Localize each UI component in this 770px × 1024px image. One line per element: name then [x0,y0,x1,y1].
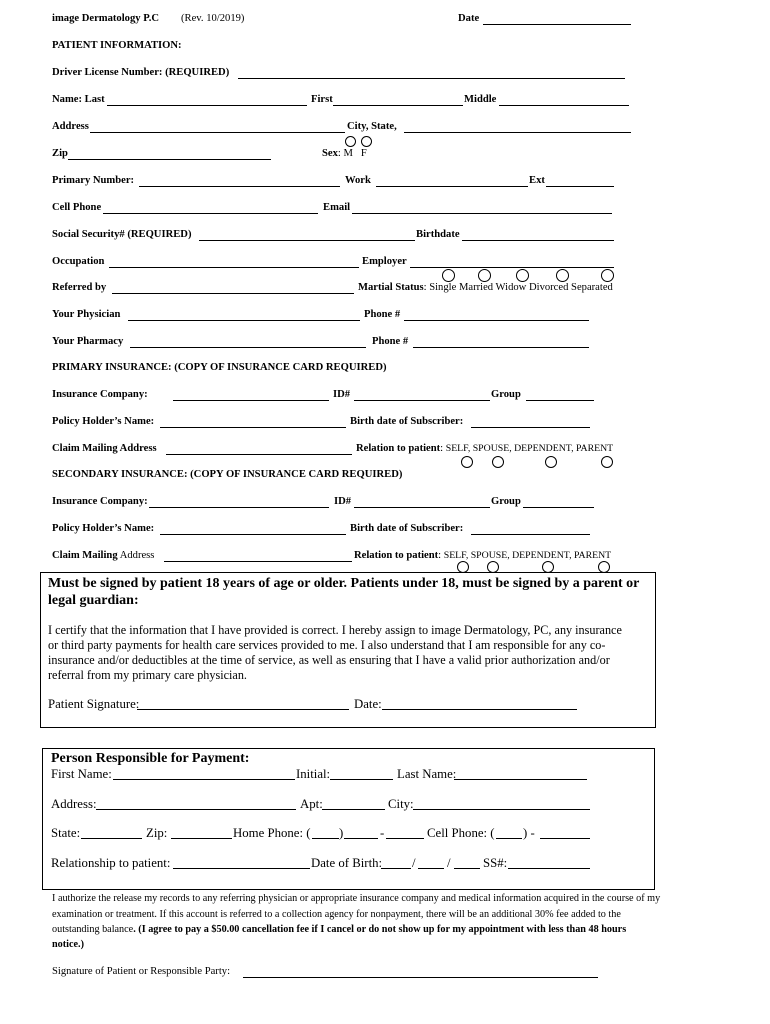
secondary-company-field[interactable] [149,507,329,508]
secondary-claim-label-regular: Address [119,550,155,561]
primary-relation-spouse-radio[interactable] [492,456,504,468]
secondary-relation-options: SELF, SPOUSE, DEPENDENT, PARENT [443,550,612,561]
certification-heading-line1: Must be signed by patient 18 years of age or older. Patients under 18, must be signed by a parent or [48,576,640,591]
primary-number-field[interactable] [139,186,340,187]
certification-body-line3: insurance and/or deductibles at the time of service, as well as ensuring that I have a valid prior authorization and/or [48,653,610,667]
city-state-label: City, State, [347,121,397,132]
authorization-line1: I authorize the release my records to any referring physician or appropriate insurance company and medical information acquired in the course of my [52,893,661,904]
address-label: Address [52,121,89,132]
resp-dob-year-field[interactable] [454,868,480,869]
practice-name: image Dermatology P.C [52,13,159,24]
authorization-line3-regular: outstanding balance [52,924,134,935]
primary-relation: Relation to patient: SELF, SPOUSE, DEPENDENT, PARENT [356,443,614,454]
marital-option-married: Married [458,282,494,293]
patient-signature-label: Patient Signature: [48,697,140,711]
resp-apt-label: Apt: [300,797,323,811]
occupation-label: Occupation [52,256,105,267]
marital-separated-radio[interactable] [601,269,614,282]
primary-subscriber-birth-label: Birth date of Subscriber: [350,416,464,427]
final-signature-field[interactable] [243,977,598,978]
physician-field[interactable] [128,320,360,321]
resp-cell-number-field[interactable] [540,838,590,839]
secondary-holder-label: Policy Holder’s Name: [52,523,155,534]
resp-dob-label: Date of Birth: [311,856,383,870]
work-label: Work [345,175,371,186]
resp-home-dash: - [380,826,385,840]
resp-dob-slash-2: / [447,856,451,870]
secondary-claim-label-bold: Claim Mailing [52,550,118,561]
final-signature-label: Signature of Patient or Responsible Party: [52,966,231,977]
occupation-field[interactable] [109,267,359,268]
primary-relation-label: Relation to patient [356,443,441,454]
first-name-label: First [311,94,333,105]
employer-label: Employer [362,256,407,267]
resp-cell-area-field[interactable] [496,838,522,839]
driver-license-label: Driver License Number: (REQUIRED) [52,67,230,78]
resp-home-phone-label: Home Phone: ( [233,826,311,840]
resp-initial-label: Initial: [296,767,331,781]
last-name-field[interactable] [107,105,307,106]
primary-company-field[interactable] [173,400,329,401]
resp-first-name-label: First Name: [51,767,112,781]
resp-dob-slash-1: / [412,856,416,870]
ext-label: Ext [529,175,545,186]
marital-divorced-radio[interactable] [556,269,569,282]
pharmacy-phone-field[interactable] [413,347,589,348]
primary-relation-dependent-radio[interactable] [545,456,557,468]
patient-signature-field[interactable] [137,709,349,710]
resp-zip-label: Zip: [146,826,168,840]
primary-claim-field[interactable] [166,454,352,455]
resp-apt-field[interactable] [322,809,385,810]
sex-label: Sex [322,148,338,159]
resp-cell-phone-label: Cell Phone: ( [427,826,495,840]
resp-address-field[interactable] [96,809,296,810]
primary-holder-label: Policy Holder’s Name: [52,416,155,427]
secondary-group-label: Group [491,496,521,507]
resp-cell-paren: ) - [523,826,535,840]
cell-phone-label: Cell Phone [52,202,102,213]
zip-label: Zip [52,148,68,159]
pharmacy-phone-label: Phone # [372,336,409,347]
marital-option-widow: Widow [495,282,527,293]
resp-dob-month-field[interactable] [381,868,411,869]
primary-relation-self-radio[interactable] [461,456,473,468]
marital-married-radio[interactable] [478,269,491,282]
marital-status: Martial Status: Single Married Widow Divorced Separated [358,282,613,293]
ssn-label: Social Security# (REQUIRED) [52,229,192,240]
resp-city-label: City: [388,797,414,811]
resp-home-paren: ) [339,826,344,840]
pharmacy-field[interactable] [130,347,366,348]
referred-by-label: Referred by [52,282,107,293]
resp-state-label: State: [51,826,81,840]
secondary-group-field[interactable] [523,507,594,508]
secondary-insurance-title: SECONDARY INSURANCE: (COPY OF INSURANCE CARD REQUIRED) [52,469,403,480]
driver-license-field[interactable] [238,78,625,79]
pharmacy-label: Your Pharmacy [52,336,124,347]
birthdate-field[interactable] [462,240,614,241]
physician-phone-label: Phone # [364,309,401,320]
birthdate-label: Birthdate [416,229,460,240]
resp-ssn-label: SS#: [483,856,508,870]
marital-single-radio[interactable] [442,269,455,282]
physician-phone-field[interactable] [404,320,589,321]
authorization-line3-bold: . (I agree to pay a $50.00 cancellation fee if I cancel or do not show up for my appointment with less than 48 hours [133,924,627,935]
resp-relationship-label: Relationship to patient: [51,856,171,870]
primary-holder-field[interactable] [160,427,346,428]
resp-first-name-field[interactable] [113,779,295,780]
certification-body-line4: referral from my primary care physician. [48,668,247,682]
patient-section-title: PATIENT INFORMATION: [52,40,182,51]
certification-body-line2: or third party payments for health care services provided to me. I also understand that I am responsible for any co- [48,638,606,652]
primary-number-label: Primary Number: [52,175,135,186]
sex-option-m: M [343,148,353,159]
ext-field[interactable] [546,186,614,187]
resp-dob-day-field[interactable] [418,868,444,869]
email-field[interactable] [352,213,612,214]
referred-by-field[interactable] [112,293,354,294]
date-field[interactable] [483,24,631,25]
certification-body-line1: I certify that the information that I have provided is correct. I hereby assign to image Dermatology, PC, any insurance [48,623,622,637]
resp-relationship-field[interactable] [173,868,310,869]
sex-option-f: F [360,148,367,159]
secondary-subscriber-birth-label: Birth date of Subscriber: [350,523,464,534]
resp-ssn-field[interactable] [508,868,590,869]
middle-name-field[interactable] [499,105,629,106]
revision-label: (Rev. 10/2019) [181,13,245,24]
resp-address-label: Address: [51,797,97,811]
primary-claim-label: Claim Mailing Address [52,443,157,454]
primary-id-field[interactable] [354,400,490,401]
resp-home-line-field[interactable] [386,838,424,839]
authorization-line4: notice.) [52,939,84,950]
certification-date-label: Date: [354,697,382,711]
primary-insurance-title: PRIMARY INSURANCE: (COPY OF INSURANCE CARD REQUIRED) [52,362,387,373]
secondary-claim-field[interactable] [164,561,352,562]
primary-id-label: ID# [333,389,351,400]
marital-option-single: Single [429,282,457,293]
resp-home-prefix-field[interactable] [344,838,378,839]
resp-last-name-field[interactable] [454,779,587,780]
resp-zip-field[interactable] [171,838,232,839]
primary-subscriber-birth-field[interactable] [471,427,590,428]
authorization-line3 [52,924,626,935]
marital-widow-radio[interactable] [516,269,529,282]
marital-option-divorced: Divorced [528,282,569,293]
responsible-title: Person Responsible for Payment: [51,751,250,766]
primary-group-label: Group [491,389,521,400]
primary-relation-options: SELF, SPOUSE, DEPENDENT, PARENT [445,443,614,454]
secondary-id-field[interactable] [354,507,490,508]
address-field[interactable] [90,132,345,133]
zip-field[interactable] [68,159,271,160]
marital-status-label: Martial Status [358,282,424,293]
work-phone-field[interactable] [376,186,528,187]
marital-option-separated: Separated [571,282,613,293]
resp-last-name-label: Last Name: [397,767,457,781]
secondary-id-label: ID# [334,496,352,507]
city-state-field[interactable] [404,132,631,133]
authorization-line2: examination or treatment. If this account is referred to a collection agency for nonpayment, there will be an additional 30% fee added to the [52,909,621,920]
resp-home-area-field[interactable] [312,838,339,839]
primary-group-field[interactable] [526,400,594,401]
sex-male-radio[interactable] [345,136,356,147]
resp-city-field[interactable] [413,809,590,810]
date-label: Date [458,13,480,24]
certification-heading-line2: legal guardian: [48,593,139,608]
secondary-subscriber-birth-field[interactable] [471,534,590,535]
last-name-label: Name: Last [52,94,105,105]
secondary-relation: Relation to patient: SELF, SPOUSE, DEPENDENT, PARENT [354,550,612,561]
secondary-company-label: Insurance Company: [52,496,148,507]
secondary-relation-label: Relation to patient [354,550,439,561]
email-label: Email [323,202,351,213]
sex-female-radio[interactable] [361,136,372,147]
primary-relation-parent-radio[interactable] [601,456,613,468]
resp-initial-field[interactable] [330,779,393,780]
middle-name-label: Middle [464,94,497,105]
physician-label: Your Physician [52,309,121,320]
ssn-field[interactable] [199,240,415,241]
certification-date-field[interactable] [382,709,577,710]
cell-phone-field[interactable] [103,213,318,214]
secondary-claim-label [52,550,154,561]
employer-field[interactable] [410,267,614,268]
secondary-holder-field[interactable] [160,534,346,535]
primary-company-label: Insurance Company: [52,389,148,400]
first-name-field[interactable] [333,105,463,106]
resp-state-field[interactable] [81,838,142,839]
sex-options: Sex: M F [322,148,367,159]
